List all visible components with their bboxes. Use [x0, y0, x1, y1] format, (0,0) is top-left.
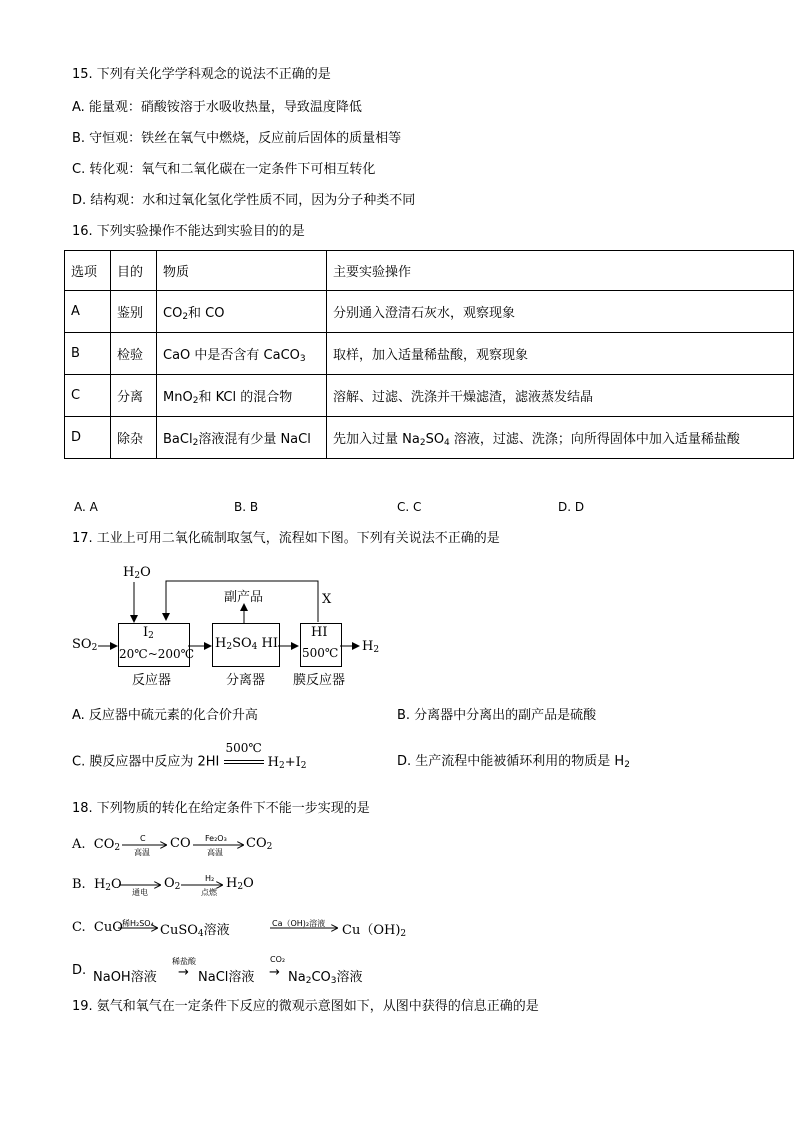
q18-stem: 18. 下列物质的转化在给定条件下不能一步实现的是 [72, 801, 370, 816]
x-label: X [322, 592, 332, 607]
reactor-temp: 20℃~200℃ [119, 647, 195, 661]
cond-b2b: 点燃 [201, 888, 217, 897]
q17-option-c: C. 膜反应器中反应为 2HI 500℃ $H_2+I_2$ [72, 741, 307, 771]
cond-a1b: 高温 [134, 848, 150, 857]
row-goal: 检验 [111, 333, 157, 375]
membrane-temp: 500℃ [302, 646, 339, 660]
row-operation: 先加入过量 $Na_2SO_4$ 溶液，过滤、洗涤；向所得固体中加入适量稀盐酸 [327, 417, 794, 459]
byproduct-label: 副产品 [224, 590, 264, 605]
row-goal: 鉴别 [111, 291, 157, 333]
cond-a2: Fe₂O₃ [205, 834, 227, 843]
q17-stem: 17. 工业上可用二氧化硫制取氢气，流程如下图。下列有关说法不正确的是 [72, 531, 500, 546]
separator-label: 分离器 [226, 673, 266, 688]
membrane-label: 膜反应器 [293, 673, 346, 688]
q15-option-c: C. 转化观：氧气和二氧化碳在一定条件下可相互转化 [72, 162, 376, 177]
q16-stem: 16. 下列实验操作不能达到实验目的的是 [72, 224, 305, 239]
header-substance: 物质 [157, 251, 327, 291]
cond-a2b: 高温 [207, 848, 223, 857]
o2-label: $O_2$ [164, 876, 181, 892]
cond-b2: H₂ [205, 874, 215, 883]
answer-b: B. B [234, 500, 259, 514]
row-substance: MnO$_2$和 KCl 的混合物 [157, 375, 327, 417]
q15-option-d: D. 结构观：水和过氧化氢化学性质不同，因为分子种类不同 [72, 193, 416, 208]
row-substance: CaO 中是否含有 CaCO$_3$ [157, 333, 327, 375]
arrow-d1: → [178, 965, 189, 980]
q18-option-b: B. $H_2O$ [72, 877, 122, 893]
arrow-d2: → [269, 965, 280, 980]
answer-a: A. A [74, 500, 98, 514]
q15-option-a: A. 能量观：硝酸铵溶于水吸收热量，导致温度降低 [72, 100, 362, 115]
q17-option-d: D. 生产流程中能被循环利用的物质是 $H_2$ [397, 754, 630, 770]
reaction-condition: 500℃ [224, 753, 264, 771]
cond-a1: C [140, 834, 146, 843]
cond-d2: CO₂ [270, 955, 286, 964]
co2-label: $CO_2$ [246, 836, 273, 852]
row-option: D [65, 417, 111, 459]
q17-option-a: A. 反应器中硫元素的化合价升高 [72, 708, 258, 723]
header-goal: 目的 [111, 251, 157, 291]
separator-contents: $H_2SO_4$ HI [215, 636, 278, 652]
reactor-label: 反应器 [132, 673, 172, 688]
co-label: CO [170, 836, 191, 851]
cuoh2-label: $Cu(OH)_2$ [342, 923, 407, 939]
row-operation: 取样，加入适量稀盐酸，观察现象 [327, 333, 794, 375]
q15-option-b: B. 守恒观：铁丝在氧气中燃烧，反应前后固体的质量相等 [72, 131, 402, 146]
header-operation: 主要实验操作 [327, 251, 794, 291]
row-option: B [65, 333, 111, 375]
row-substance: $CO_2$和 CO [157, 291, 327, 333]
membrane-hi: HI [311, 625, 328, 640]
row-substance: BaCl$_2$溶液混有少量 NaCl [157, 417, 327, 459]
cond-c2: Ca（OH)₂溶液 [272, 919, 326, 928]
so2-label: $SO_2$ [72, 637, 98, 653]
row-option: C [65, 375, 111, 417]
q19-stem: 19. 氨气和氧气在一定条件下反应的微观示意图如下，从图中获得的信息正确的是 [72, 999, 539, 1014]
i2-label: $I_2$ [143, 625, 154, 641]
h2o-label: $H_2O$ [123, 565, 151, 581]
answer-c: C. C [397, 500, 422, 514]
cond-d1: 稀盐酸 [172, 957, 196, 966]
nacl-label: NaCl溶液 [198, 970, 255, 985]
q15-stem: 15. 下列有关化学学科观念的说法不正确的是 [72, 67, 331, 82]
na2co3-label: $Na_2CO_3$溶液 [288, 970, 363, 986]
row-option: A [65, 291, 111, 333]
q18-option-d-letter: D. [72, 963, 87, 978]
q17-option-b: B. 分离器中分离出的副产品是硫酸 [397, 708, 597, 723]
row-operation: 分别通入澄清石灰水，观察现象 [327, 291, 794, 333]
q18-option-a: A. $CO_2$ [72, 837, 121, 853]
naoh-label: NaOH溶液 [93, 970, 157, 985]
h2o-product: $H_2O$ [226, 876, 254, 892]
row-goal: 除杂 [111, 417, 157, 459]
h2-label: $H_2$ [362, 639, 380, 655]
q18-option-c: C. CuO [72, 920, 123, 935]
cuso4-label: CuSO$_4$溶液 [160, 923, 230, 939]
cond-c1: 稀H₂SO₄ [122, 919, 154, 928]
answer-d: D. D [558, 500, 585, 514]
row-operation: 溶解、过滤、洗涤并干燥滤渣，滤液蒸发结晶 [327, 375, 794, 417]
row-goal: 分离 [111, 375, 157, 417]
header-option: 选项 [65, 251, 111, 291]
cond-b1: 通电 [132, 888, 148, 897]
